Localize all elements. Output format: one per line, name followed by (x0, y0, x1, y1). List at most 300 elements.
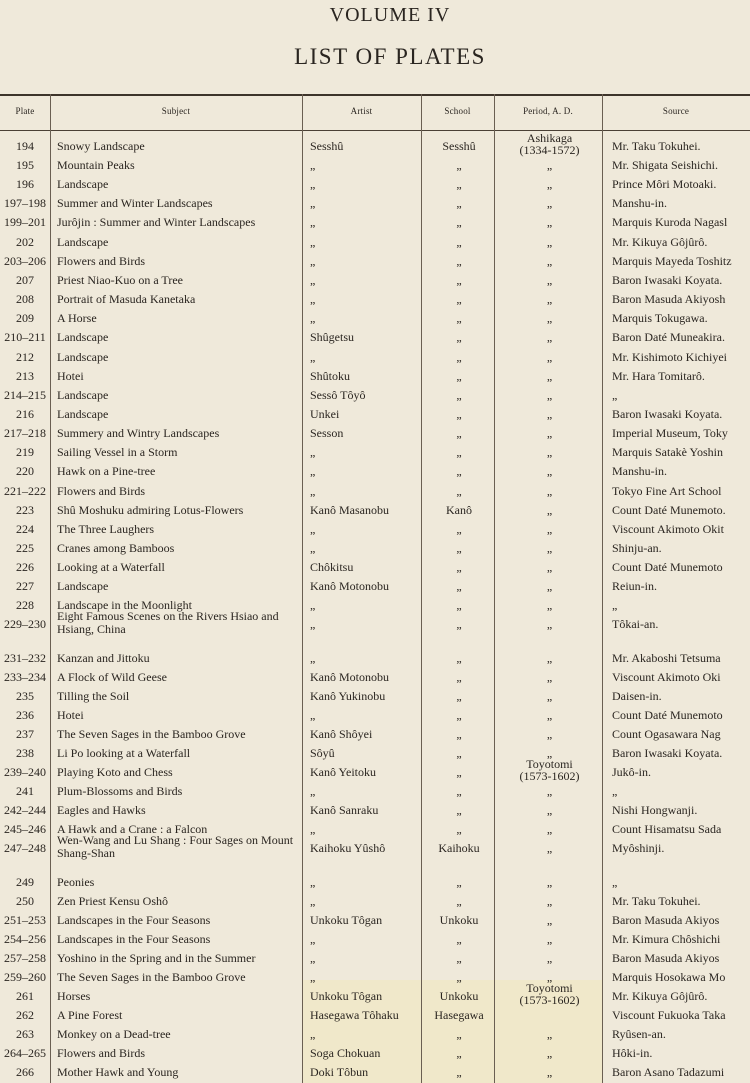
cell-period: „ (546, 177, 553, 191)
cell-artist: „ (310, 311, 316, 325)
cell-subject: Mother Hawk and Young (57, 1065, 179, 1079)
cell-subject: A Pine Forest (57, 1008, 123, 1022)
cell-school: „ (456, 560, 462, 574)
cell-school: „ (456, 708, 462, 722)
cell-period: „ (546, 522, 553, 536)
cell-artist: Chôkitsu (310, 560, 354, 574)
cell-school: „ (456, 158, 462, 172)
cell-artist: Sesshû (310, 139, 344, 153)
cell-school: „ (456, 522, 462, 536)
header-rule (0, 130, 750, 131)
cell-plate: 247–248 (4, 841, 46, 855)
cell-source: Mr. Kikuya Gôjûrô. (612, 989, 708, 1003)
cell-period: „ (546, 350, 553, 364)
cell-artist: „ (310, 875, 316, 889)
cell-subject: Hawk on a Pine-tree (57, 464, 156, 478)
cell-artist: „ (310, 522, 316, 536)
cell-subject: Hotei (57, 708, 84, 722)
cell-artist: „ (310, 708, 316, 722)
cell-artist: „ (310, 1027, 316, 1041)
cell-school: „ (456, 464, 462, 478)
cell-period: Toyotomi (1573-1602) (519, 757, 580, 783)
cell-source: Marquis Kuroda Nagasl (612, 215, 728, 229)
cell-school: „ (456, 579, 462, 593)
cell-plate: 245–246 (4, 822, 46, 836)
cell-school: „ (456, 689, 462, 703)
cell-school: „ (456, 292, 462, 306)
cell-source: Count Hisamatsu Sada (612, 822, 722, 836)
cell-subject: Landscape in the Moonlight (57, 598, 192, 612)
cell-period: „ (546, 913, 553, 927)
cell-subject: Tilling the Soil (57, 689, 130, 703)
cell-source: Ryûsen-an. (612, 1027, 666, 1041)
cell-artist: Doki Tôbun (310, 1065, 369, 1079)
cell-period: „ (546, 746, 553, 760)
cell-plate: 242–244 (4, 803, 46, 817)
cell-artist: „ (310, 932, 316, 946)
cell-artist: Kanô Shôyei (310, 727, 373, 741)
cell-subject: The Seven Sages in the Bamboo Grove (57, 970, 246, 984)
cell-period: „ (546, 932, 553, 946)
cell-period: „ (546, 803, 553, 817)
cell-plate: 217–218 (4, 426, 46, 440)
cell-plate: 219 (16, 445, 34, 459)
cell-period: „ (546, 822, 553, 836)
cell-period: „ (546, 503, 553, 517)
cell-artist: Hasegawa Tôhaku (310, 1008, 399, 1022)
cell-artist: „ (310, 598, 316, 612)
cell-period: „ (546, 1027, 553, 1041)
cell-source: Mr. Taku Tokuhei. (612, 894, 701, 908)
cell-source: Baron Iwasaki Koyata. (612, 273, 723, 287)
cell-artist: Sôyû (310, 746, 335, 760)
cell-school: „ (456, 875, 462, 889)
cell-school: „ (456, 196, 462, 210)
cell-source: Marquis Satakè Yoshin (612, 445, 724, 459)
cell-source: Baron Masuda Akiyosh (612, 292, 726, 306)
cell-source: „ (612, 875, 618, 889)
cell-plate: 196 (16, 177, 34, 191)
cell-plate: 195 (16, 158, 34, 172)
cell-period: „ (546, 158, 553, 172)
cell-subject: Flowers and Birds (57, 484, 145, 498)
cell-subject: Kanzan and Jittoku (57, 651, 150, 665)
cell-artist: „ (310, 158, 316, 172)
page-title: LIST OF PLATES (294, 44, 486, 69)
cell-period: „ (546, 235, 553, 249)
cell-period: „ (546, 670, 553, 684)
cell-subject: Monkey on a Dead-tree (57, 1027, 171, 1041)
cell-source: Prince Môri Motoaki. (612, 177, 717, 191)
cell-subject: Cranes among Bamboos (57, 541, 175, 555)
cell-plate: 263 (16, 1027, 34, 1041)
cell-artist: „ (310, 273, 316, 287)
cell-artist: Kanô Motonobu (310, 670, 389, 684)
cell-period: „ (546, 875, 553, 889)
cell-plate: 194 (16, 139, 34, 153)
cell-school: „ (456, 803, 462, 817)
cell-artist: „ (310, 464, 316, 478)
cell-artist: Shûgetsu (310, 330, 355, 344)
cell-period: „ (546, 273, 553, 287)
cell-subject: A Horse (57, 311, 97, 325)
cell-plate: 238 (16, 746, 34, 760)
cell-period: „ (546, 970, 553, 984)
cell-school: „ (456, 426, 462, 440)
cell-plate: 257–258 (4, 951, 46, 965)
cell-artist: „ (310, 254, 316, 268)
cell-subject: Landscape (57, 330, 109, 344)
cell-school: „ (456, 746, 462, 760)
cell-plate: 214–215 (4, 388, 46, 402)
cell-period: „ (546, 369, 553, 383)
cell-school: „ (456, 311, 462, 325)
cell-source: Count Daté Munemoto. (612, 503, 726, 517)
cell-school: Sesshû (442, 139, 476, 153)
cell-source: Count Daté Munemoto (612, 708, 723, 722)
cell-source: Tokyo Fine Art School (612, 484, 722, 498)
cell-plate: 231–232 (4, 651, 46, 665)
column-divider (50, 94, 51, 1083)
header-subject: Subject (161, 106, 191, 116)
cell-school: „ (456, 407, 462, 421)
cell-artist: Kanô Sanraku (310, 803, 379, 817)
cell-subject: Looking at a Waterfall (57, 560, 165, 574)
cell-plate: 213 (16, 369, 34, 383)
cell-source: Daisen-in. (612, 689, 662, 703)
cell-subject: Summer and Winter Landscapes (57, 196, 213, 210)
cell-subject: The Three Laughers (57, 522, 155, 536)
cell-period: „ (546, 951, 553, 965)
cell-school: „ (456, 727, 462, 741)
cell-plate: 220 (16, 464, 34, 478)
cell-school: „ (456, 177, 462, 191)
cell-artist: „ (310, 484, 316, 498)
cell-plate: 197–198 (4, 196, 46, 210)
cell-subject: Li Po looking at a Waterfall (57, 746, 191, 760)
cell-school: „ (456, 273, 462, 287)
cell-plate: 199–201 (4, 215, 46, 229)
cell-plate: 250 (16, 894, 34, 908)
cell-source: Reiun-in. (612, 579, 657, 593)
cell-plate: 233–234 (4, 670, 46, 684)
cell-plate: 224 (16, 522, 34, 536)
cell-period: „ (546, 1065, 553, 1079)
cell-school: „ (456, 215, 462, 229)
cell-plate: 239–240 (4, 765, 46, 779)
cell-period: „ (546, 1046, 553, 1060)
cell-subject: Peonies (57, 875, 95, 889)
cell-period: „ (546, 579, 553, 593)
cell-period: „ (546, 292, 553, 306)
header-artist: Artist (350, 106, 373, 116)
cell-plate: 237 (16, 727, 34, 741)
cell-subject: Landscapes in the Four Seasons (57, 932, 211, 946)
cell-subject: Flowers and Birds (57, 254, 145, 268)
cell-source: Baron Iwasaki Koyata. (612, 407, 723, 421)
cell-source: Imperial Museum, Toky (612, 426, 728, 440)
cell-period: „ (546, 784, 553, 798)
cell-school: „ (456, 617, 462, 631)
cell-plate: 223 (16, 503, 34, 517)
cell-subject: The Seven Sages in the Bamboo Grove (57, 727, 246, 741)
cell-subject: Sailing Vessel in a Storm (57, 445, 178, 459)
cell-period: Ashikaga (1334-1572) (519, 131, 580, 157)
cell-artist: Kaihoku Yûshô (310, 841, 386, 855)
cell-source: Tôkai-an. (612, 617, 659, 631)
cell-school: „ (456, 822, 462, 836)
cell-artist: „ (310, 951, 316, 965)
cell-subject: Landscape (57, 350, 109, 364)
column-divider (302, 94, 303, 1083)
cell-subject: Plum-Blossoms and Birds (57, 784, 183, 798)
cell-subject: Flowers and Birds (57, 1046, 145, 1060)
cell-subject: Landscape (57, 388, 109, 402)
cell-period: „ (546, 196, 553, 210)
cell-artist: „ (310, 894, 316, 908)
cell-artist: Sesson (310, 426, 344, 440)
cell-source: Myôshinji. (612, 841, 665, 855)
cell-school: „ (456, 350, 462, 364)
cell-period: „ (546, 727, 553, 741)
cell-source: Count Ogasawara Nag (612, 727, 721, 741)
cell-plate: 208 (16, 292, 34, 306)
cell-plate: 221–222 (4, 484, 46, 498)
cell-subject: Yoshino in the Spring and in the Summer (57, 951, 256, 965)
cell-source: Mr. Kimura Chôshichi (612, 932, 721, 946)
cell-subject: Zen Priest Kensu Oshô (57, 894, 168, 908)
cell-school: „ (456, 670, 462, 684)
cell-period: „ (546, 651, 553, 665)
cell-subject: Landscape (57, 177, 109, 191)
cell-period: „ (546, 426, 553, 440)
cell-source: Mr. Akaboshi Tetsuma (612, 651, 721, 665)
cell-artist: Unkei (310, 407, 340, 421)
cell-source: Baron Asano Tadazumi (612, 1065, 725, 1079)
cell-artist: „ (310, 177, 316, 191)
cell-artist: Kanô Yukinobu (310, 689, 386, 703)
cell-artist: „ (310, 235, 316, 249)
cell-plate: 229–230 (4, 617, 46, 631)
cell-school: „ (456, 541, 462, 555)
cell-period: „ (546, 598, 553, 612)
header-source: Source (662, 106, 690, 116)
cell-subject: Landscape (57, 579, 109, 593)
cell-plate: 266 (16, 1065, 34, 1079)
cell-school: „ (456, 1027, 462, 1041)
cell-subject: Priest Niao-Kuo on a Tree (57, 273, 183, 287)
cell-school: „ (456, 1046, 462, 1060)
cell-school: „ (456, 330, 462, 344)
header-period: Period, A. D. (523, 106, 573, 116)
cell-school: Kaihoku (438, 841, 480, 855)
cell-subject: Hotei (57, 369, 84, 383)
cell-period: „ (546, 407, 553, 421)
cell-period: „ (546, 311, 553, 325)
cell-plate: 203–206 (4, 254, 46, 268)
cell-subject: Landscapes in the Four Seasons (57, 913, 211, 927)
cell-subject: Mountain Peaks (57, 158, 135, 172)
cell-school: „ (456, 369, 462, 383)
cell-period: „ (546, 617, 553, 631)
cell-plate: 226 (16, 560, 34, 574)
cell-period: „ (546, 215, 553, 229)
cell-plate: 216 (16, 407, 34, 421)
cell-source: „ (612, 598, 618, 612)
cell-artist: „ (310, 215, 316, 229)
cell-period: „ (546, 445, 553, 459)
cell-source: Viscount Akimoto Oki (612, 670, 721, 684)
cell-artist: Kanô Masanobu (310, 503, 389, 517)
cell-school: „ (456, 951, 462, 965)
cell-plate: 259–260 (4, 970, 46, 984)
cell-subject: A Flock of Wild Geese (57, 670, 167, 684)
header-school: School (444, 106, 471, 116)
cell-artist: „ (310, 292, 316, 306)
cell-school: „ (456, 445, 462, 459)
cell-source: Marquis Hosokawa Mo (612, 970, 726, 984)
cell-subject: Summery and Wintry Landscapes (57, 426, 220, 440)
cell-source: Nishi Hongwanji. (612, 803, 698, 817)
cell-artist: Kanô Yeitoku (310, 765, 377, 779)
cell-plate: 225 (16, 541, 34, 555)
cell-subject: Portrait of Masuda Kanetaka (57, 292, 196, 306)
cell-source: Viscount Fukuoka Taka (612, 1008, 726, 1022)
cell-plate: 262 (16, 1008, 34, 1022)
cell-artist: Kanô Motonobu (310, 579, 389, 593)
cell-subject: Horses (57, 989, 91, 1003)
cell-subject: Eight Famous Scenes on the Rivers Hsiao and Hsiang, China (57, 609, 279, 636)
cell-source: „ (612, 388, 618, 402)
cell-artist: „ (310, 541, 316, 555)
cell-source: Mr. Hara Tomitarô. (612, 369, 705, 383)
cell-plate: 210–211 (4, 330, 46, 344)
cell-school: „ (456, 1065, 462, 1079)
cell-artist: „ (310, 822, 316, 836)
cell-plate: 254–256 (4, 932, 46, 946)
cell-period: „ (546, 708, 553, 722)
cell-period: „ (546, 894, 553, 908)
column-divider (421, 94, 422, 1083)
cell-plate: 228 (16, 598, 34, 612)
cell-period: „ (546, 560, 553, 574)
cell-subject: Snowy Landscape (57, 139, 145, 153)
cell-period: „ (546, 541, 553, 555)
cell-artist: „ (310, 970, 316, 984)
cell-source: Viscount Akimoto Okit (612, 522, 724, 536)
cell-subject: Wen-Wang and Lu Shang : Four Sages on Mount Shang-Shan (57, 833, 294, 860)
cell-subject: Playing Koto and Chess (57, 765, 173, 779)
cell-plate: 235 (16, 689, 34, 703)
cell-source: Count Daté Munemoto (612, 560, 723, 574)
cell-period: „ (546, 689, 553, 703)
cell-source: Mr. Shigata Seishichi. (612, 158, 718, 172)
cell-artist: „ (310, 196, 316, 210)
volume-heading: VOLUME IV (329, 4, 451, 26)
cell-subject: Eagles and Hawks (57, 803, 146, 817)
cell-source: Marquis Mayeda Toshitz (612, 254, 732, 268)
table-top-rule (0, 94, 750, 96)
cell-source: Mr. Kishimoto Kichiyei (612, 350, 727, 364)
cell-artist: Shûtoku (310, 369, 351, 383)
cell-source: Marquis Tokugawa. (612, 311, 708, 325)
cell-source: Hôki-in. (612, 1046, 653, 1060)
cell-subject: Landscape (57, 407, 109, 421)
cell-artist: Sessô Tôyô (310, 388, 366, 402)
cell-school: „ (456, 651, 462, 665)
cell-plate: 261 (16, 989, 34, 1003)
cell-period: „ (546, 254, 553, 268)
cell-source: Baron Masuda Akiyos (612, 951, 720, 965)
cell-plate: 251–253 (4, 913, 46, 927)
cell-artist: Soga Chokuan (310, 1046, 381, 1060)
cell-period: „ (546, 484, 553, 498)
cell-school: „ (456, 784, 462, 798)
cell-plate: 212 (16, 350, 34, 364)
cell-source: Baron Iwasaki Koyata. (612, 746, 723, 760)
cell-source: Shinju-an. (612, 541, 662, 555)
cell-source: Baron Daté Muneakira. (612, 330, 725, 344)
cell-source: Jukô-in. (612, 765, 651, 779)
cell-plate: 241 (16, 784, 34, 798)
cell-school: „ (456, 235, 462, 249)
cell-artist: Unkoku Tôgan (310, 913, 383, 927)
cell-school: Kanô (446, 503, 472, 517)
cell-plate: 264–265 (4, 1046, 46, 1060)
column-divider (602, 94, 603, 1083)
cell-period: „ (546, 330, 553, 344)
cell-school: „ (456, 598, 462, 612)
cell-school: Hasegawa (434, 1008, 484, 1022)
cell-plate: 202 (16, 235, 34, 249)
cell-period: „ (546, 464, 553, 478)
cell-period: Toyotomi (1573-1602) (519, 981, 580, 1007)
cell-plate: 209 (16, 311, 34, 325)
cell-source: Mr. Kikuya Gôjûrô. (612, 235, 708, 249)
cell-school: „ (456, 388, 462, 402)
cell-school: „ (456, 970, 462, 984)
cell-subject: Shû Moshuku admiring Lotus-Flowers (57, 503, 244, 517)
cell-school: „ (456, 484, 462, 498)
cell-source: „ (612, 784, 618, 798)
cell-school: „ (456, 765, 462, 779)
cell-source: Baron Masuda Akiyos (612, 913, 720, 927)
cell-plate: 236 (16, 708, 34, 722)
cell-school: „ (456, 894, 462, 908)
cell-school: „ (456, 932, 462, 946)
cell-artist: „ (310, 445, 316, 459)
cell-subject: A Hawk and a Crane : a Falcon (57, 822, 208, 836)
cell-artist: „ (310, 350, 316, 364)
cell-subject: Landscape (57, 235, 109, 249)
cell-artist: „ (310, 784, 316, 798)
cell-plate: 227 (16, 579, 34, 593)
header-plate: Plate (15, 106, 35, 116)
cell-period: „ (546, 841, 553, 855)
cell-source: Mr. Taku Tokuhei. (612, 139, 701, 153)
cell-artist: Unkoku Tôgan (310, 989, 383, 1003)
cell-school: Unkoku (439, 913, 479, 927)
cell-subject: Jurôjin : Summer and Winter Landscapes (57, 215, 256, 229)
cell-period: „ (546, 388, 553, 402)
cell-plate: 249 (16, 875, 34, 889)
cell-plate: 207 (16, 273, 34, 287)
cell-source: Manshu-in. (612, 196, 667, 210)
cell-artist: „ (310, 617, 316, 631)
cell-school: „ (456, 254, 462, 268)
cell-school: Unkoku (439, 989, 479, 1003)
cell-source: Manshu-in. (612, 464, 667, 478)
